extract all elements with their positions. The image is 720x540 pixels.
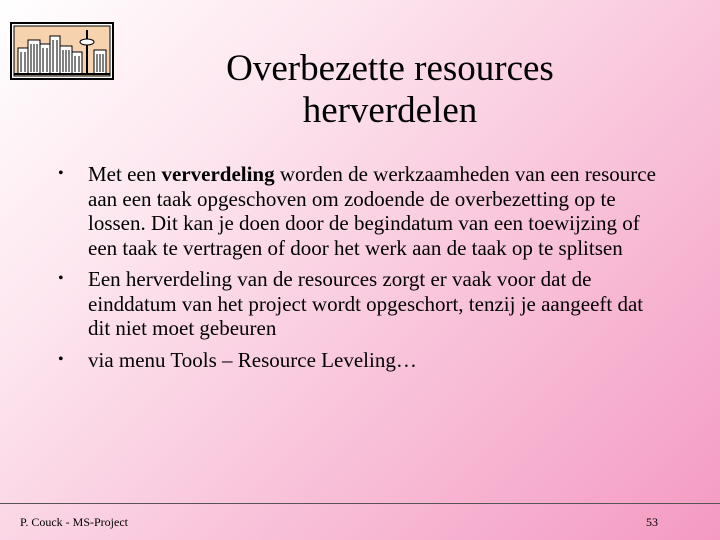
slide-title xyxy=(150,48,630,132)
footer-author: P. Couck - MS-Project xyxy=(20,515,128,529)
bullet-icon: • xyxy=(58,270,64,287)
slide-title-line-2: herverdelen xyxy=(302,90,478,131)
bullet-item-menu-path xyxy=(58,348,668,373)
bullet-2-text: Een herverdeling van de resources zorgt er vaak voor dat de einddatum van het project wordt opgeschort, tenzij je aangeeft dat dit niet moet gebeuren xyxy=(88,267,644,340)
bullet-1-lead: Met een xyxy=(88,162,162,186)
city-skyline-logo-icon xyxy=(10,22,114,80)
bullet-list xyxy=(58,162,668,379)
bullet-item-leveling xyxy=(58,162,668,260)
bullet-icon: • xyxy=(58,350,64,368)
bullet-item-end-date xyxy=(58,267,668,341)
page-number: 53 xyxy=(646,515,658,529)
bullet-1-text: worden de werkzaamheden van een resource aan een taak opgeschoven om zodoende de overbezetting op te lossen. Dit kan je doen door de begindatum van een toewijzing of een taak te vertragen of door het werk aan de taak op te splitsen xyxy=(88,162,656,260)
footer-divider xyxy=(0,503,720,504)
slide-title-line-1: Overbezette resources xyxy=(226,48,554,89)
bullet-3-text: via menu Tools – Resource Leveling… xyxy=(88,347,417,372)
bullet-icon: • xyxy=(58,165,64,182)
bullet-1-emphasis: ververdeling xyxy=(161,162,275,186)
